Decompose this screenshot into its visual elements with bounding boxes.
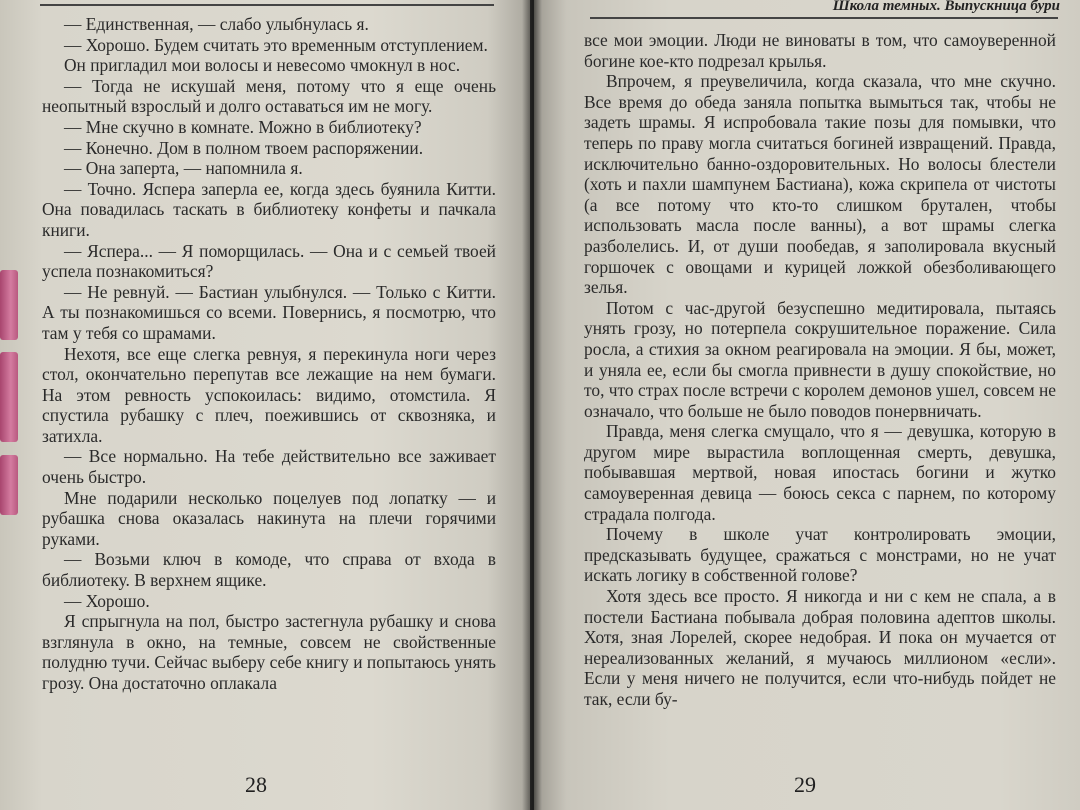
book-gutter [522,0,542,810]
paragraph: Он пригладил мои волосы и невесомо чмокнул в нос. [64,55,461,76]
paragraph: Правда, меня слегка смущало, что я — девушка, которую в другом мире вырастила воплощенная смерть, девушка, побывавшая мертвой, новая ипостась богини и жутко самоуверенная девица — боюсь секса с парнем, по которому страдала полгода. [584,421,1056,524]
paragraph: Нехотя, все еще слегка ревнуя, я перекинула ноги через стол, окончательно перепутав все лежащие на нем бумаги. На этом ревность успокоилась: видимо, отомстила. Я спустила рубашку с плеч, поежившись от сквозняка, и затихла. [42,343,496,446]
paragraph: — Точно. Яспера заперла ее, когда здесь буянила Китти. Она повадилась таскать в библиотеку конфеты и пачкала книги. [42,178,496,240]
paragraph: Потом с час-другой безуспешно медитировала, пытаясь унять грозу, но потерпела сокрушительное поражение. Сила росла, а стихия за окном реагировала на эмоции. Я бы, может, и уняла ее, если бы смогла привнести в душу спокойствие, но то, что страх после встречи с королем демонов ушел, совсем не означало, что больше не было поводов понервничать. [584,297,1056,421]
paragraph: Хотя здесь все просто. Я никогда и ни с кем не спала, а в постели Бастиана побывала добрая половина адептов школы. Хотя, зная Лорелей, скорее недобрая. И пока он мучается от нереализованных желаний, я мучаюсь миллионом «если». Если у меня ничего не получится, если что-нибудь пойдет не так, если бу- [584,586,1056,709]
paragraph: — Мне скучно в комнате. Можно в библиотеку? [64,116,422,137]
left-page-number: 28 [245,772,267,797]
paragraph: Я спрыгнула на пол, быстро застегнула рубашку и снова взглянула в окно, на темные, совсем не свойственные полудню тучи. Сейчас выберу себе книгу и попытаюсь унять грозу. Она достаточно оплакала [42,611,496,693]
right-page [534,0,1080,810]
paragraph: — Единственная, — слабо улыбнулась я. [64,14,369,34]
paragraph: — Все нормально. На тебе действительно все заживает очень быстро. [42,446,496,488]
paragraph: — Яспера... — Я поморщилась. — Она и с семьей твоей успела познакомиться? [42,240,496,282]
paragraph: Почему в школе учат контролировать эмоции, предсказывать будущее, сражаться с монстрами, но не учат искать логику в собственной голове? [584,524,1056,586]
paragraph: — Она заперта, — напомнила я. [64,158,303,179]
bookmark-tab [0,455,18,515]
paragraph: — Хорошо. [64,590,150,611]
paragraph: все мои эмоции. Люди не виноваты в том, что самоуверенной богине кое-кто подрезал крылья. [584,30,1056,71]
paragraph: — Хорошо. Будем считать это временным отступлением. [64,34,488,55]
top-rule-left [40,4,494,6]
running-head-rule [590,17,1058,19]
paragraph: Впрочем, я преувеличила, когда сказала, что мне скучно. Все время до обеда заняла попытка вымыться так, чтобы не задеть шрамы. Я испробовала такие позы для помывки, что теперь по праву могла считаться богиней извращений. Правда, исключительно банно-оздоровительных. Но волосы блестели (хоть и пахли шампунем Бастиана), кожа скрипела от чистоты (а все потому что кто-то слишком брутален, чтобы использовать масла после ванны), а вот шрамы слегка разболелись. И, от души пообедав, я заполировала вкусный горшочек с овощами и курицей ложкой обезболивающего зелья. [584,71,1056,298]
bookmark-tab [0,352,18,442]
paragraph: — Возьми ключ в комоде, что справа от входа в библиотеку. В верхнем ящике. [42,549,496,591]
bookmark-tab [0,270,18,340]
right-page-text [584,0,1056,710]
right-page-number: 29 [794,772,816,797]
paragraph: — Не ревнуй. — Бастиан улыбнулся. — Только с Китти. А ты познакомишься со всеми. Повернись, я посмотрю, что там у тебя со шрамами. [42,281,496,343]
paragraph: — Конечно. Дом в полном твоем распоряжении. [64,137,424,158]
running-head: Школа темных. Выпускница бури [832,0,1060,14]
paragraph: — Тогда не искушай меня, потому что я еще очень неопытный взрослый и долго оставаться им не могу. [42,75,496,117]
paragraph: Мне подарили несколько поцелуев под лопатку — и рубашка снова оказалась накинута на плечи горячими руками. [42,487,496,549]
left-page [0,0,530,810]
left-page-text [42,14,496,694]
